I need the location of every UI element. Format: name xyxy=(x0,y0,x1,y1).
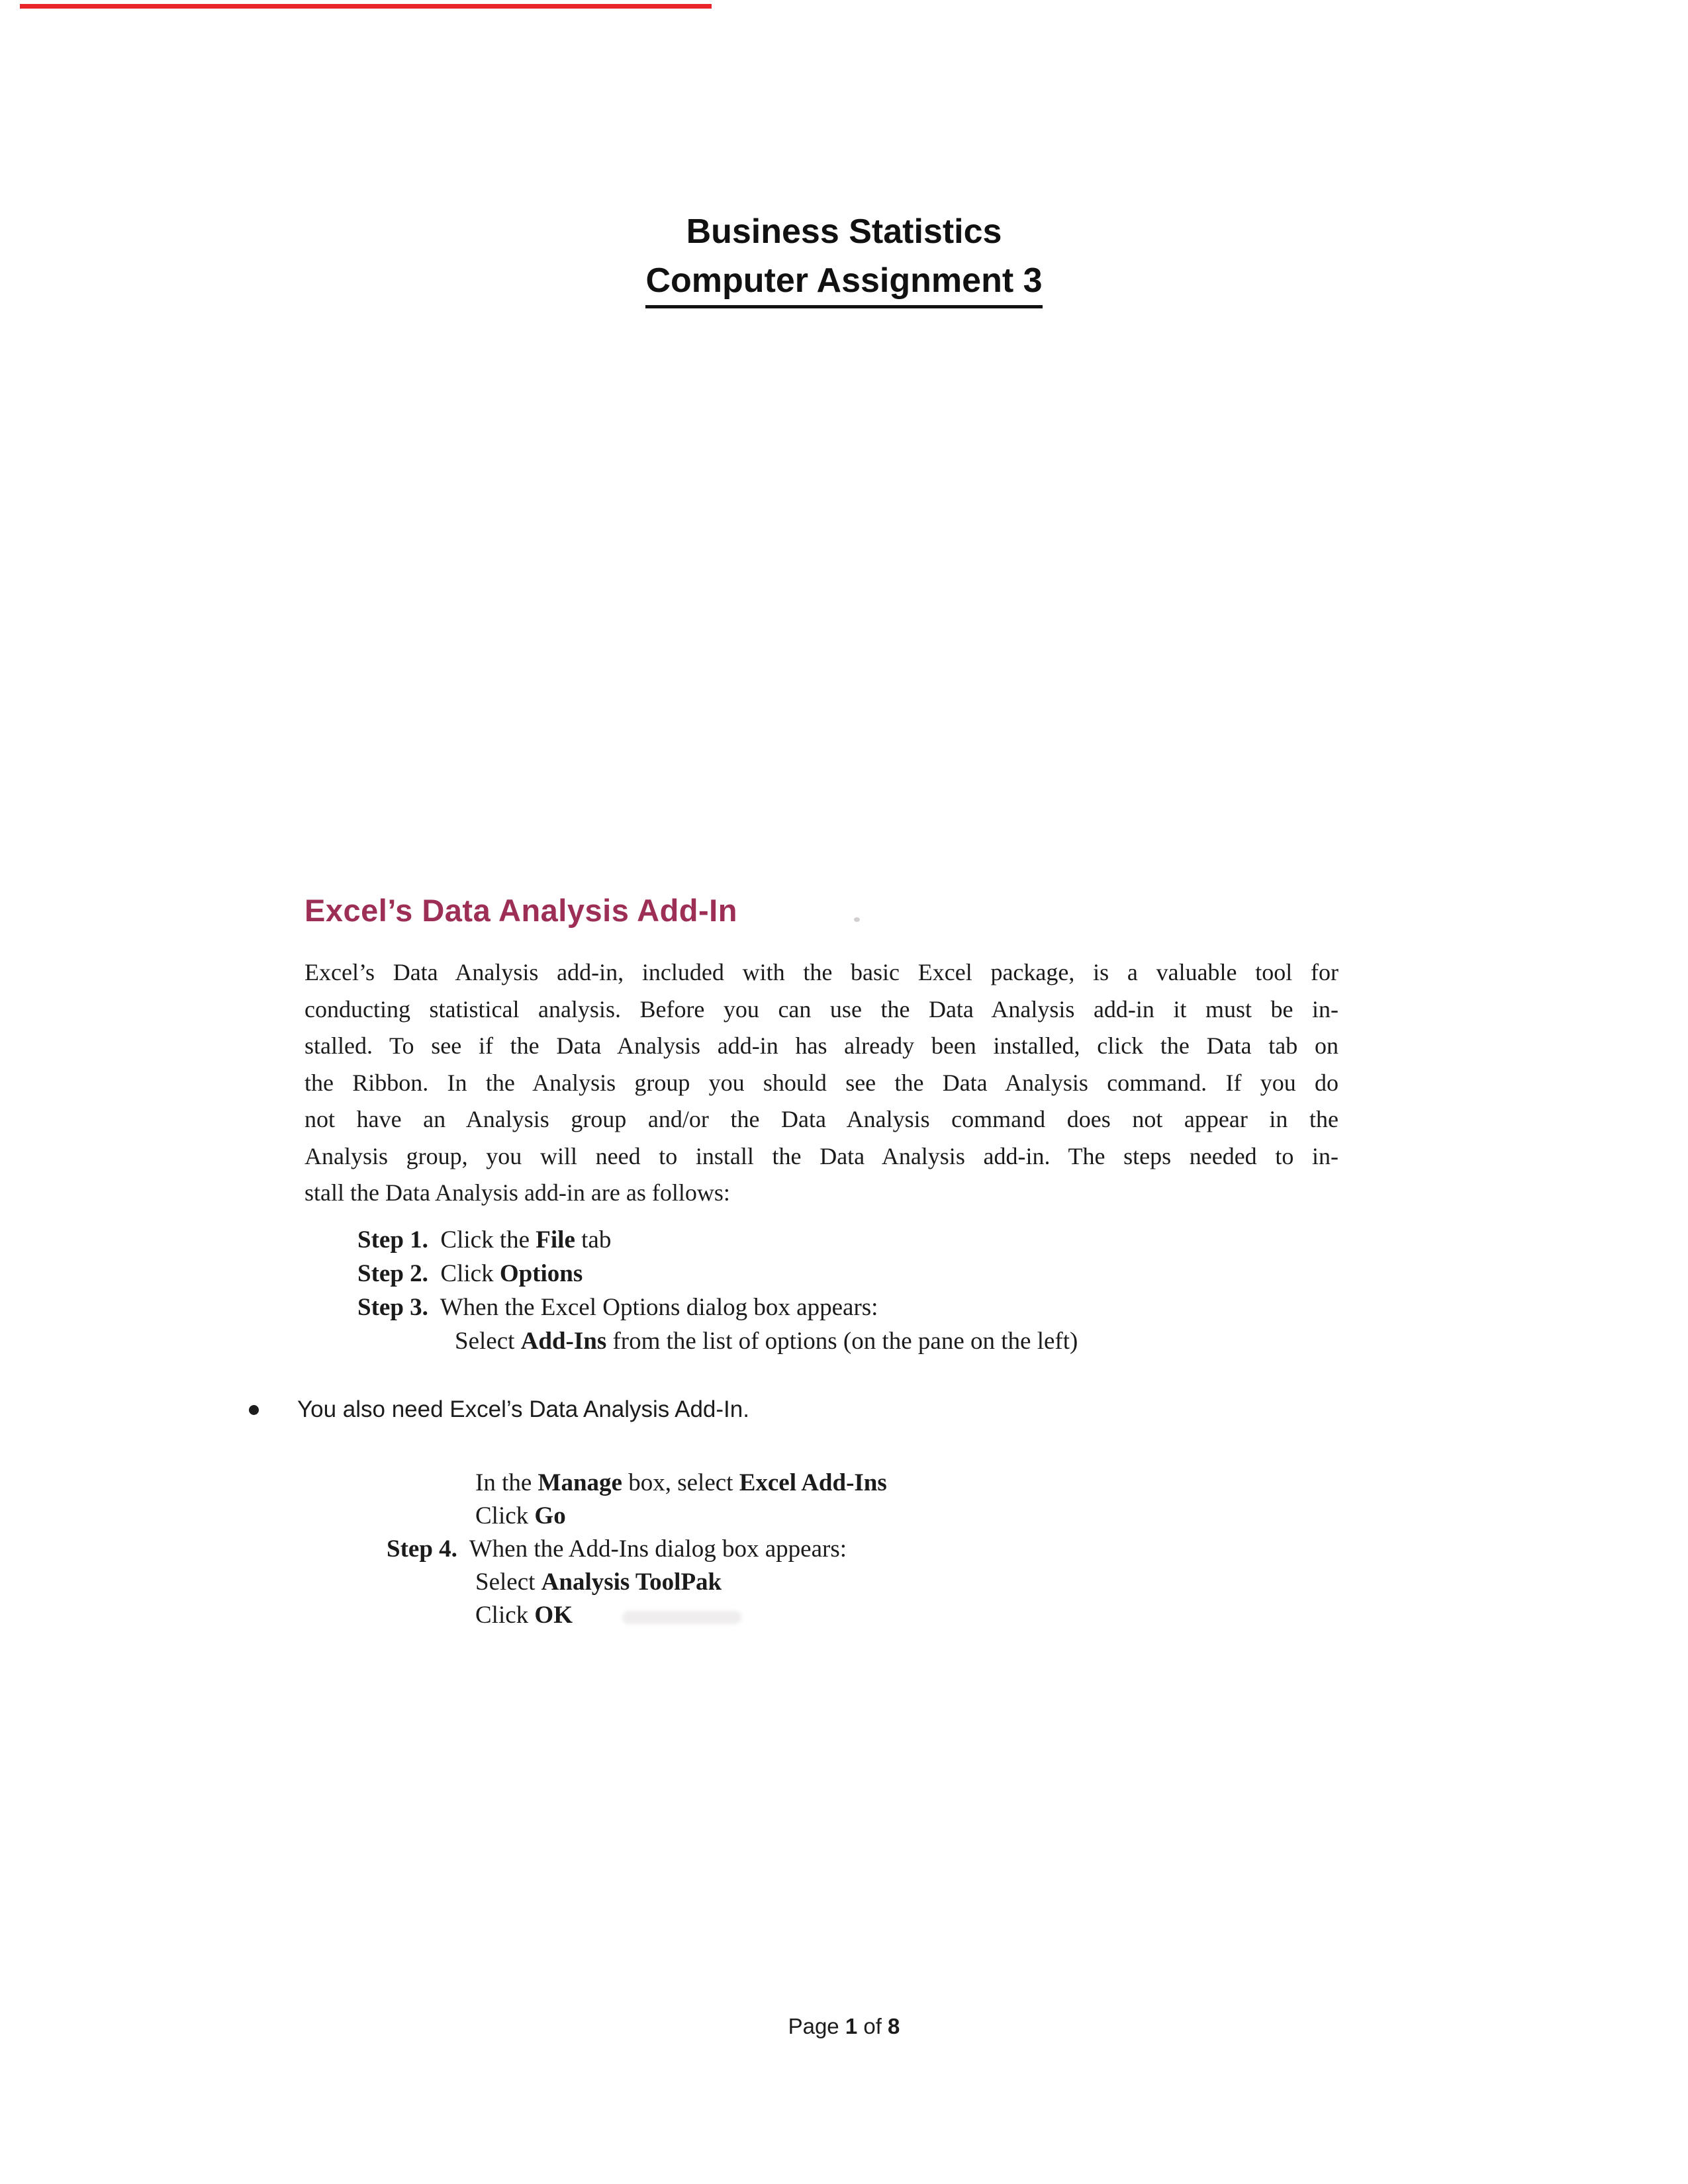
paragraph-line: Excel’s Data Analysis add-in, included with the basic Excel package, is a valuable tool for xyxy=(305,959,1338,985)
title-line-1: Business Statistics xyxy=(686,212,1002,251)
steps-list-4 xyxy=(387,1467,887,1632)
title-line-2: Computer Assignment 3 xyxy=(645,261,1042,308)
bullet-item xyxy=(249,1394,749,1426)
intro-paragraph xyxy=(305,954,1338,1212)
title-line-2-wrap xyxy=(0,261,1688,308)
step-line: Click OK xyxy=(475,1602,573,1629)
step-line: Select Analysis ToolPak xyxy=(475,1569,722,1596)
scan-artifact-red-line-icon xyxy=(20,4,712,9)
steps-list-1-3 xyxy=(357,1223,1078,1358)
step-line: Select Add-Ins from the list of options (on the pane on the left) xyxy=(455,1328,1078,1355)
step-line: Step 4. When the Add-Ins dialog box appears: xyxy=(387,1535,847,1563)
paragraph-line: the Ribbon. In the Analysis group you should see the Data Analysis command. If you do xyxy=(305,1069,1338,1096)
paragraph-line: conducting statistical analysis. Before you can use the Data Analysis add-in it must be in- xyxy=(305,995,1338,1023)
paragraph-line: Analysis group, you will need to install the Data Analysis add-in. The steps needed to in- xyxy=(305,1142,1338,1169)
step-line: Click Go xyxy=(475,1502,566,1529)
step-line: In the Manage box, select Excel Add-Ins xyxy=(475,1469,887,1496)
step-line: Step 1. Click the File tab xyxy=(357,1226,612,1253)
document-title xyxy=(0,210,1688,308)
step-line: Step 2. Click Options xyxy=(357,1260,583,1287)
paragraph-line: stall the Data Analysis add-in are as follows: xyxy=(305,1179,730,1206)
step-line: Step 3. When the Excel Options dialog box appears: xyxy=(357,1294,878,1321)
scan-artifact-dot xyxy=(854,917,860,922)
paragraph-line: not have an Analysis group and/or the Data Analysis command does not appear in the xyxy=(305,1106,1338,1132)
scan-artifact-smudge xyxy=(622,1611,741,1624)
paragraph-line: stalled. To see if the Data Analysis add-in has already been installed, click the Data tab on xyxy=(305,1032,1338,1059)
bullet-text: You also need Excel’s Data Analysis Add-In. xyxy=(297,1396,749,1422)
bullet-icon xyxy=(249,1405,259,1415)
page-footer: Page 1 of 8 xyxy=(788,2014,900,2038)
section-heading: Excel’s Data Analysis Add-In xyxy=(305,893,737,928)
